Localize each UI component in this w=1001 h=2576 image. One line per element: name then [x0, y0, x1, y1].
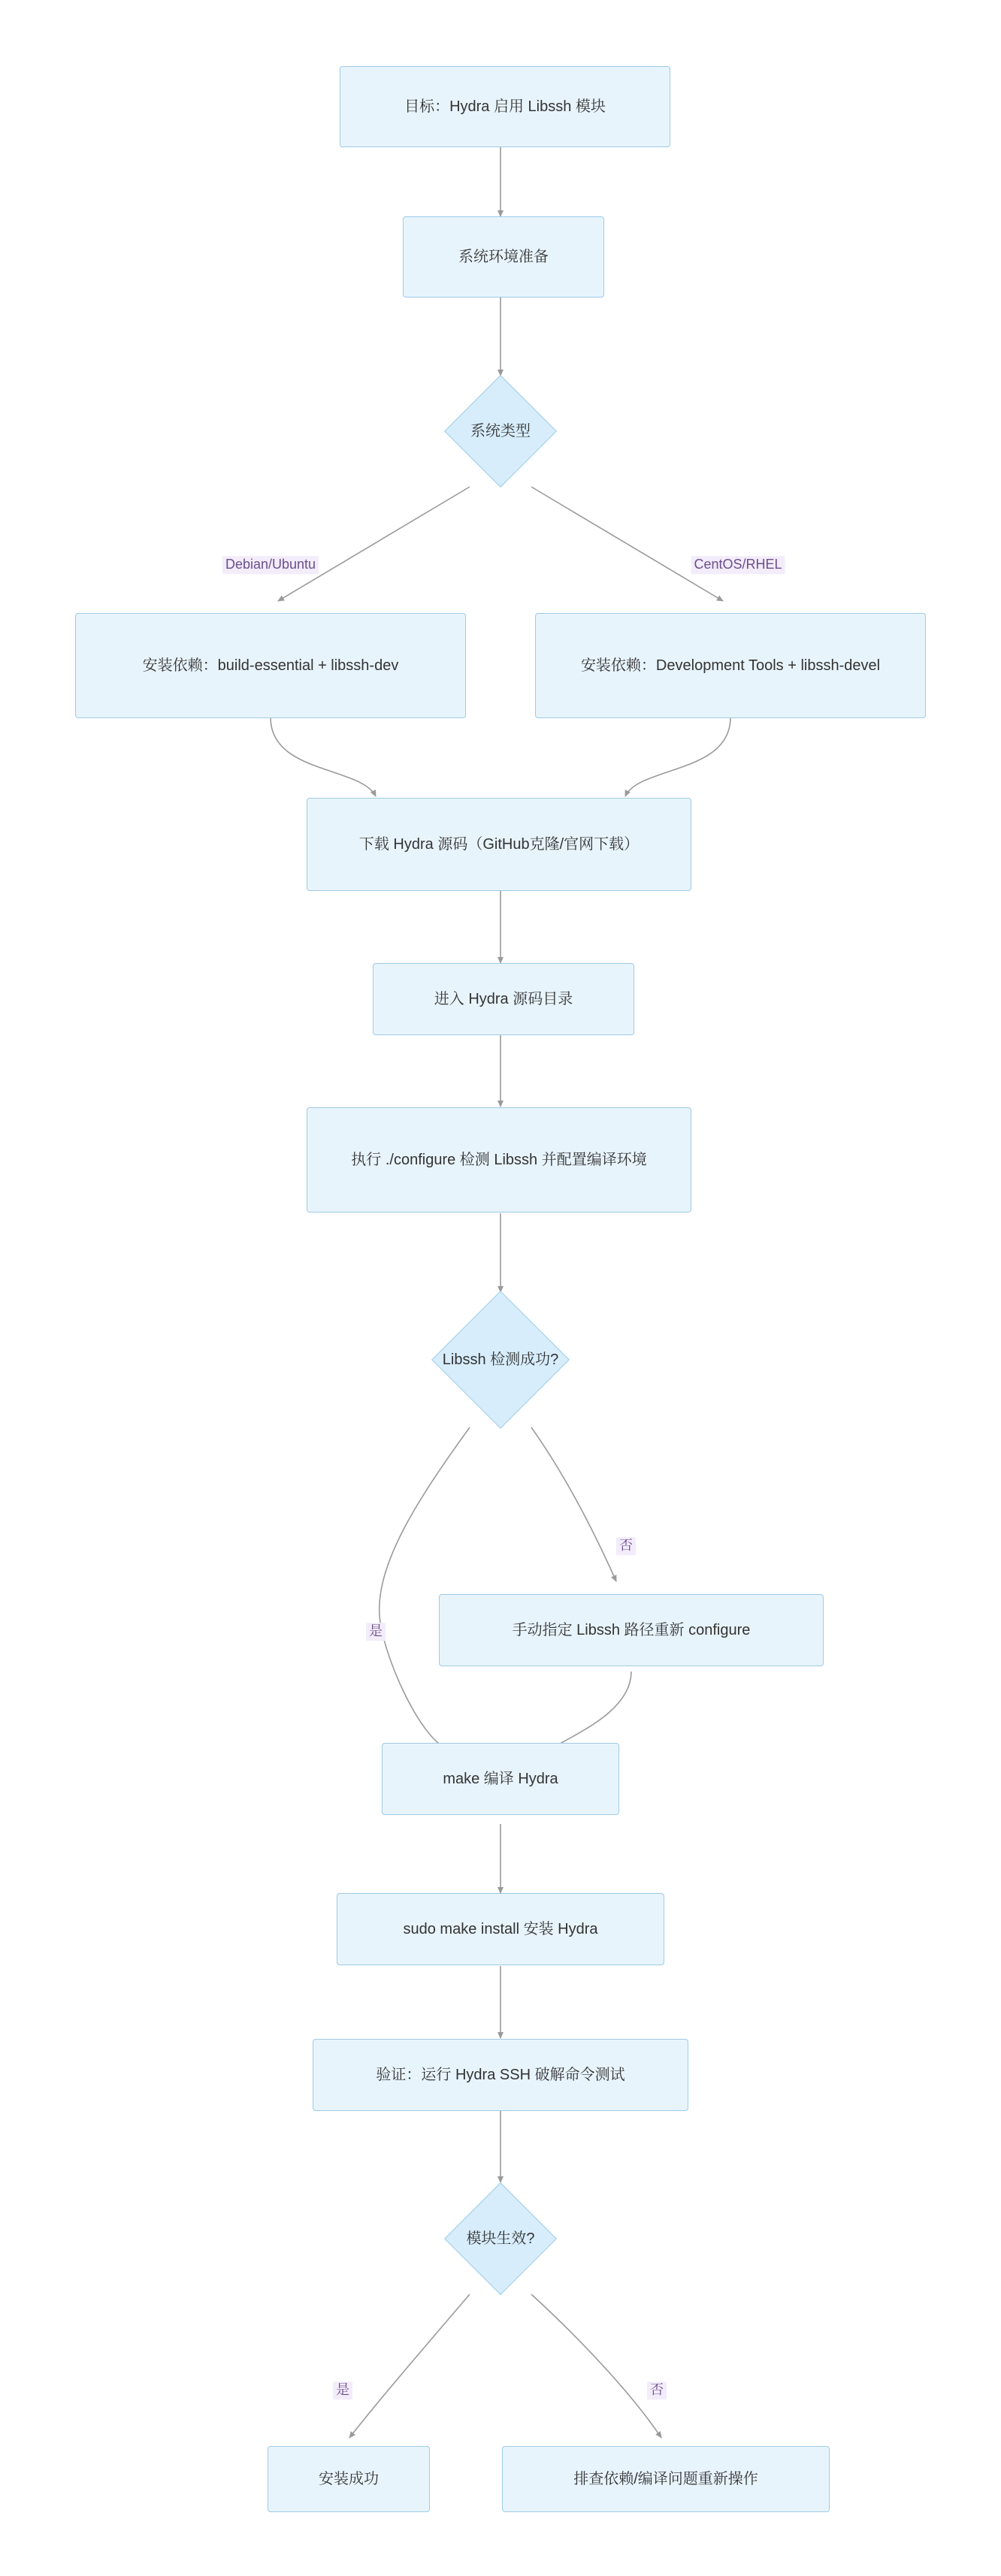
edge-label-effective-yes: 是 — [333, 2381, 352, 2399]
node-detect-label: Libssh 检测成功? — [442, 1351, 559, 1368]
node-success[interactable] — [268, 2446, 430, 2512]
edge-debian-download — [271, 717, 376, 796]
node-make-label: make 编译 Hydra — [443, 1770, 558, 1787]
node-verify-label: 验证：运行 Hydra SSH 破解命令测试 — [376, 2066, 625, 2083]
edge-ostype-debian — [278, 487, 470, 601]
node-manual-path[interactable] — [439, 1594, 824, 1666]
node-download[interactable] — [307, 798, 691, 891]
edge-detect-make-yes — [380, 1427, 470, 1750]
node-debian-deps[interactable] — [75, 613, 466, 718]
node-troubleshoot-label: 排查依赖/编译问题重新操作 — [573, 2470, 758, 2487]
edge-effective-success-yes — [349, 2294, 470, 2438]
edge-label-centos: CentOS/RHEL — [691, 556, 785, 574]
edge-ostype-centos — [531, 487, 723, 601]
node-prepare[interactable] — [403, 216, 604, 297]
node-manual-path-label: 手动指定 Libssh 路径重新 configure — [512, 1621, 751, 1638]
node-centos-deps[interactable] — [535, 613, 926, 718]
node-ostype[interactable] — [418, 376, 583, 487]
node-prepare-label: 系统环境准备 — [458, 248, 549, 265]
node-success-label: 安装成功 — [319, 2470, 379, 2487]
node-goal[interactable] — [340, 66, 670, 147]
node-effective[interactable] — [418, 2183, 583, 2294]
edge-label-effective-no: 否 — [647, 2381, 667, 2399]
node-configure-label: 执行 ./configure 检测 Libssh 并配置编译环境 — [351, 1151, 647, 1168]
node-make[interactable] — [382, 1743, 619, 1815]
edge-centos-download — [625, 717, 730, 796]
node-debian-deps-label: 安装依赖：build-essential + libssh-dev — [142, 657, 399, 674]
node-troubleshoot[interactable] — [502, 2446, 830, 2512]
edge-label-detect-no: 否 — [616, 1537, 636, 1555]
edge-manualpath-make — [549, 1672, 631, 1750]
node-centos-deps-label: 安装依赖：Development Tools + libssh-devel — [580, 657, 881, 674]
edge-label-debian: Debian/Ubuntu — [222, 556, 319, 574]
node-download-label: 下载 Hydra 源码（GitHub克隆/官网下载） — [358, 835, 640, 853]
node-verify[interactable] — [313, 2039, 688, 2111]
edge-label-detect-yes: 是 — [366, 1623, 386, 1641]
edge-effective-troubleshoot-no — [531, 2294, 661, 2438]
node-enter-dir-label: 进入 Hydra 源码目录 — [434, 990, 573, 1007]
node-install[interactable] — [337, 1893, 664, 1965]
node-effective-label: 模块生效? — [466, 2230, 535, 2247]
node-install-label: sudo make install 安装 Hydra — [403, 1920, 598, 1937]
node-goal-label: 目标：Hydra 启用 Libssh 模块 — [404, 98, 606, 115]
node-enter-dir[interactable] — [373, 963, 634, 1035]
node-detect[interactable] — [388, 1292, 613, 1427]
node-ostype-label: 系统类型 — [470, 423, 531, 439]
node-configure[interactable] — [307, 1107, 691, 1213]
edge-detect-manualpath-no — [531, 1427, 616, 1581]
